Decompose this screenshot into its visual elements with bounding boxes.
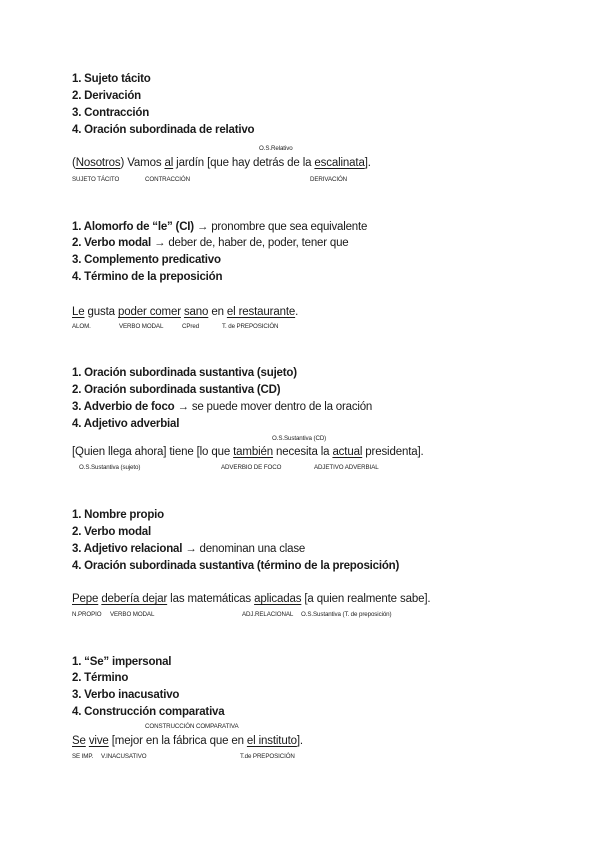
- annotation-tag: T. de PREPOSICIÓN: [222, 323, 279, 330]
- list-item: 4. Construcción comparativa: [72, 706, 225, 718]
- example-sentence: (Nosotros) Vamos al jardín [que hay detrás de la escalinata].: [72, 157, 371, 169]
- annotation-tag: SE IMP.: [72, 753, 94, 760]
- annotation-tag: ALOM.: [72, 323, 91, 330]
- list-item: 1. Oración subordinada sustantiva (sujeto): [72, 367, 297, 379]
- list-item: 4. Oración subordinada de relativo: [72, 124, 255, 136]
- list-item: 3. Complemento predicativo: [72, 254, 221, 266]
- annotation-tag: O.S.Sustantiva (sujeto): [79, 464, 141, 471]
- list-item: 3. Adjetivo relacional → denominan una clase: [72, 543, 306, 555]
- list-item: 2. Término: [72, 672, 129, 684]
- annotation-tag: VERBO MODAL: [110, 611, 155, 618]
- annotation-tag: ADJ.RELACIONAL: [242, 611, 294, 618]
- list-item: 3. Adverbio de foco → se puede mover dentro de la oración: [72, 401, 373, 413]
- list-item: 1. “Se” impersonal: [72, 656, 172, 668]
- annotation-tag: O.S.Sustantiva (T. de preposición): [301, 611, 392, 618]
- annotation-tag: O.S.Relativo: [259, 145, 293, 152]
- list-item: 2. Derivación: [72, 90, 141, 102]
- example-sentence: Se vive [mejor en la fábrica que en el instituto].: [72, 735, 303, 747]
- annotation-tag: DERIVACIÓN: [310, 176, 348, 183]
- list-item: 4. Término de la preposición: [72, 271, 223, 283]
- annotation-tag: T.de PREPOSICIÓN: [240, 753, 295, 760]
- example-sentence: [Quien llega ahora] tiene [lo que también necesita la actual presidenta].: [72, 446, 424, 458]
- list-item: 4. Adjetivo adverbial: [72, 418, 180, 430]
- list-item: 1. Sujeto tácito: [72, 73, 151, 85]
- list-item: 3. Contracción: [72, 107, 150, 119]
- list-item: 1. Nombre propio: [72, 509, 165, 521]
- annotation-tag: CONTRACCIÓN: [145, 176, 190, 183]
- annotation-tag: V.INACUSATIVO: [101, 753, 147, 760]
- example-sentence: Pepe debería dejar las matemáticas aplicadas [a quien realmente sabe].: [72, 593, 431, 605]
- list-item: 2. Verbo modal → deber de, haber de, poder, tener que: [72, 237, 349, 249]
- annotation-tag: CPred: [182, 323, 200, 330]
- list-item: 4. Oración subordinada sustantiva (término de la preposición): [72, 560, 400, 572]
- annotation-tag: N.PROPIO: [72, 611, 102, 618]
- annotation-tag: O.S.Sustantiva (CD): [272, 435, 327, 442]
- list-item: 2. Verbo modal: [72, 526, 152, 538]
- example-sentence: Le gusta poder comer sano en el restaurante.: [72, 306, 299, 318]
- list-item: 1. Alomorfo de “le” (CI) → pronombre que sea equivalente: [72, 221, 368, 233]
- annotation-tag: CONSTRUCCIÓN COMPARATIVA: [145, 723, 239, 730]
- annotation-tag: ADVERBIO DE FOCO: [221, 464, 282, 471]
- annotation-tag: VERBO MODAL: [119, 323, 164, 330]
- list-item: 3. Verbo inacusativo: [72, 689, 180, 701]
- list-item: 2. Oración subordinada sustantiva (CD): [72, 384, 281, 396]
- annotation-tag: ADJETIVO ADVERBIAL: [314, 464, 379, 471]
- annotation-tag: SUJETO TÁCITO: [72, 176, 120, 183]
